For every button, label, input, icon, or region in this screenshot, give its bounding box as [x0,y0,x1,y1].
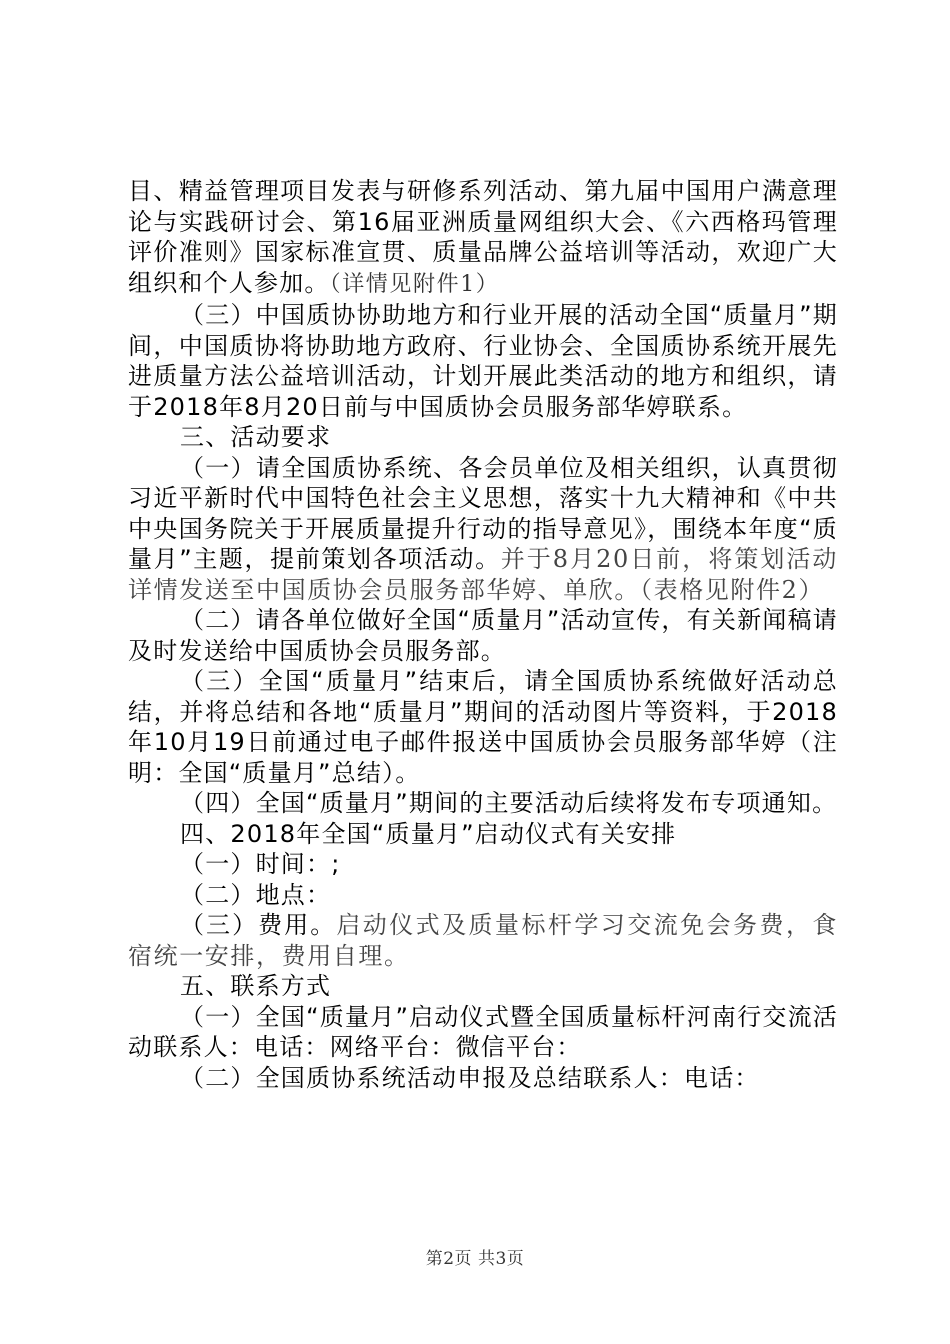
paragraph-fees [128,910,838,971]
section-heading-contacts [128,971,838,1002]
paragraph-text: （三）全国“质量月”结束后，请全国质协系统做好活动总结，并将总结和各地“质量月”期间的活动图片等资料，于2018年10月19日前通过电子邮件报送中国质协会员服务部华婷（注明：全国“质量月”总结）。 [128,667,838,787]
paragraph-text: （三）中国质协协助地方和行业开展的活动全国“质量月”期间，中国质协将协助地方政府、行业协会、全国质协系统开展先进质量方法公益培训活动，计划开展此类活动的地方和组织，请于2018年8月20日前与中国质协会员服务部华婷联系。 [128,301,838,421]
attachment-note: （详情见附件1） [329,271,500,297]
paragraph-text: （一）时间：; [180,850,341,878]
paragraph-text: 目、精益管理项目发表与研修系列活动、第九届中国用户满意理论与实践研讨会、第16届亚洲质量网组织大会、《六西格玛管理评价准则》国家标准宣贯、质量品牌公益培训等活动，欢迎广大组织和个人参加。 [128,177,838,297]
paragraph-location [128,880,838,911]
paragraph-text: （一）请全国质协系统、各会员单位及相关组织，认真贯彻习近平新时代中国特色社会主义思想，落实十九大精神和《中共中央国务院关于开展质量提升行动的指导意见》，围绕本年度“质量月”主题，提前策划各项活动。 [128,453,838,573]
paragraph-contact-2 [128,1063,838,1094]
page-number-footer: 第2页 共3页 [425,1249,525,1269]
heading-text: 四、2018年全国“质量月”启动仪式有关安排 [180,819,677,848]
paragraph-text: （一）全国“质量月”启动仪式暨全国质量标杆河南行交流活动联系人：电话：网络平台：微信平台： [128,1002,838,1061]
section-heading-requirements [128,422,838,453]
paragraph-text: （二）地点： [180,880,332,909]
paragraph-requirement-4 [128,788,838,819]
paragraph-text: （三）费用。 [180,911,337,939]
heading-text: 三、活动要求 [180,423,332,451]
paragraph-local-assistance [128,300,838,422]
paragraph-text-fee-details: 启动仪式及质量标杆学习交流免会务费，食宿统一安排，费用自理。 [128,911,839,970]
document-body [128,176,838,1093]
section-heading-launch-ceremony [128,819,838,850]
paragraph-text: （二）请各单位做好全国“质量月”活动宣传，有关新闻稿请及时发送给中国质协会员服务部。 [128,606,838,665]
paragraph-requirement-3 [128,666,838,788]
heading-text: 五、联系方式 [180,972,332,1000]
paragraph-events-continued [128,176,838,300]
paragraph-requirement-2 [128,605,838,666]
paragraph-text-submission: 并于8月20日前，将策划活动详情发送至中国质协会员服务部华婷、单欣。（表格见附件2） [128,545,838,604]
paragraph-contact-1 [128,1002,838,1063]
paragraph-text: （四）全国“质量月”期间的主要活动后续将发布专项通知。 [180,789,838,817]
paragraph-requirement-1 [128,453,838,606]
paragraph-time [128,849,838,880]
paragraph-text: （二）全国质协系统活动申报及总结联系人：电话： [180,1063,760,1092]
